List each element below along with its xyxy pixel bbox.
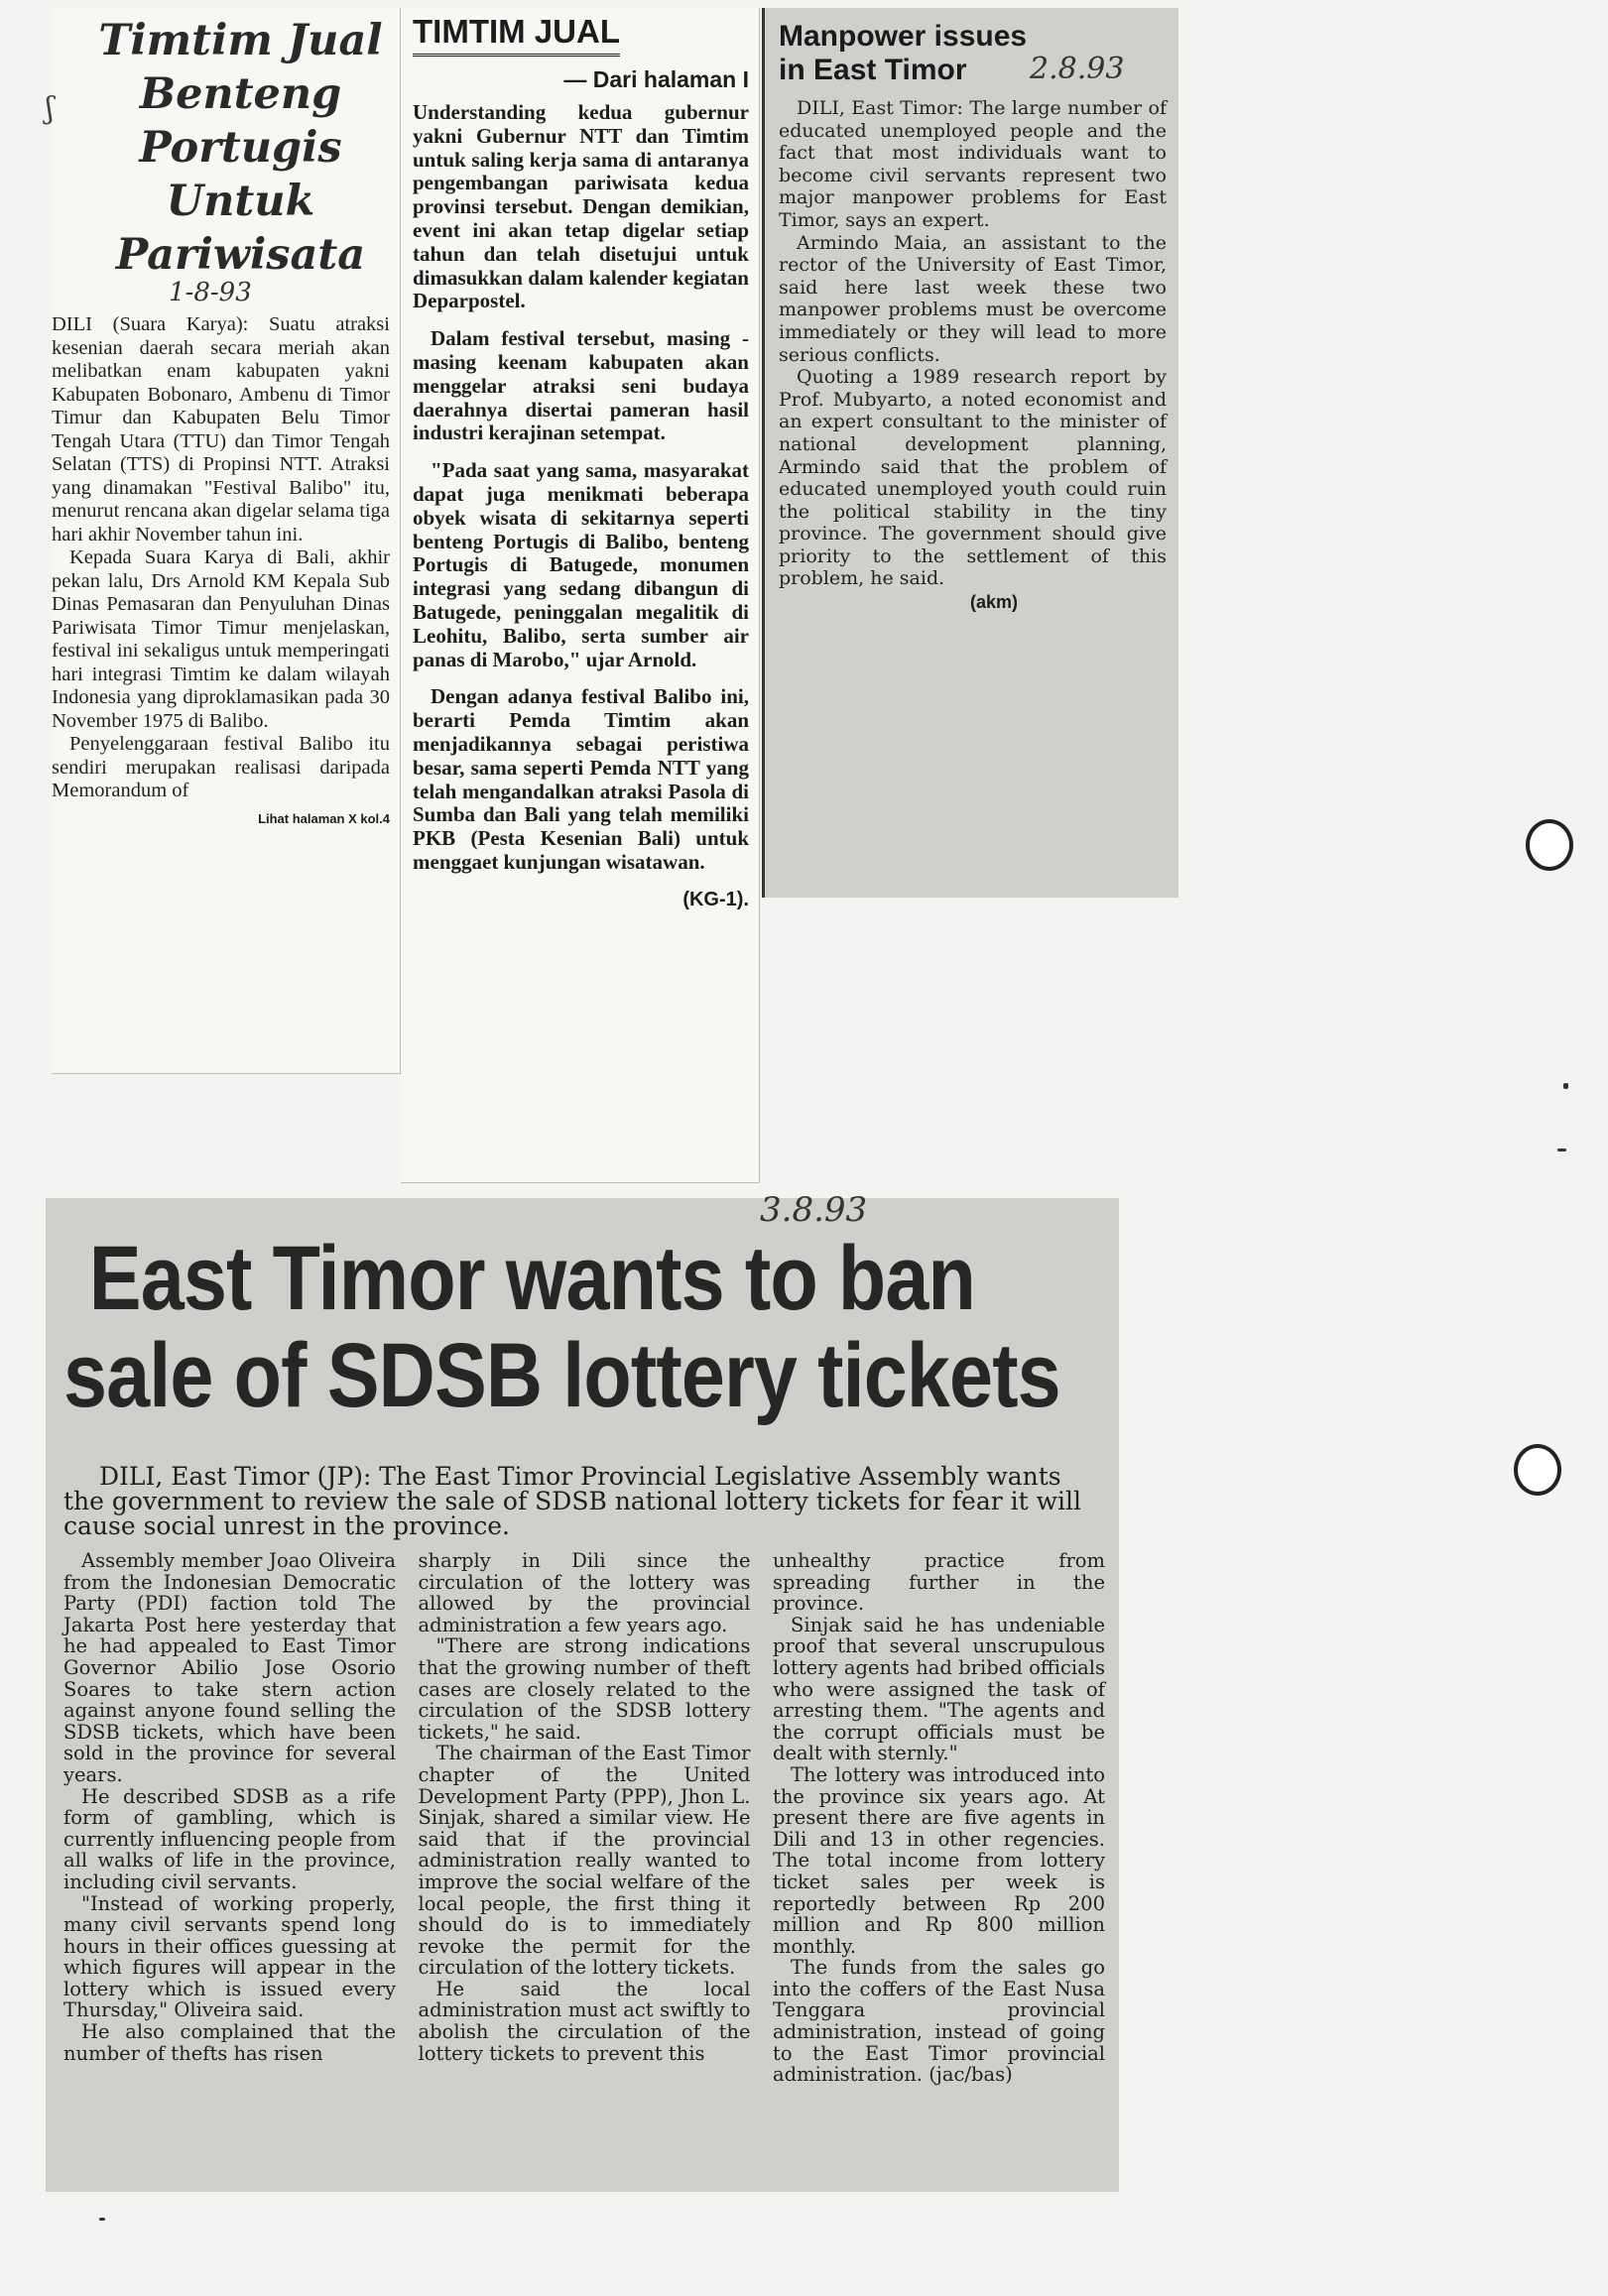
continuation-note: Lihat halaman X kol.4 [258,810,390,826]
paragraph: Armindo Maia, an assistant to the rector of the University of East Timor, said here last week these two manpower problems must be overcome immediately or they will lead to more serious conflicts. [779,231,1167,366]
headline-line: Portugis [139,123,342,173]
paragraph: Quoting a 1989 research report by Prof. Mubyarto, a noted economist and an expert consultant to the minister of national development planning, Armindo said that the problem of educated unemployed youth could ruin the political stability in the tiny province. The government should give priority to the settlement of this problem, he said. [779,366,1167,590]
credit: (akm) [969,592,1018,613]
headline-line: Benteng [139,69,342,119]
paragraph: Dalam festival tersebut, masing - masing keenam kabupaten akan menggelar atraksi seni budaya daerahnya disertai pameran hasil industri kerajinan setempat. [413,326,749,445]
article-columns [63,1550,1105,2086]
headline-line: East Timor wants to ban [88,1228,975,1329]
article-body [413,101,749,875]
lead-paragraph: DILI, East Timor (JP): The East Timor Provincial Legislative Assembly wants the government to review the sale of SDSB national lottery tickets for fear it will cause social unrest in the province. [63,1462,1082,1540]
clipping-manpower-issues [762,8,1178,898]
speck [99,2218,105,2221]
paragraph: "There are strong indications that the growing number of theft cases are closely related to the circulation of the SDSB lottery tickets," he said. [418,1634,751,1744]
headline-line: Untuk [166,177,315,226]
paragraph: Kepada Suara Karya di Bali, akhir pekan lalu, Drs Arnold KM Kepala Sub Dinas Pemasaran dan Penyuluhan Dinas Pariwisata Timor Timur menjelaskan, festival ini sekaligus untuk memperingati hari integrasi Timtim ke dalam wilayah Indonesia yang diproklamasikan pada 30 November 1975 di Balibo. [52,546,390,732]
paragraph: sharply in Dili since the circulation of the lottery was allowed by the provincial administration a few years ago. [418,1549,751,1636]
article-body [52,313,390,803]
handwritten-date: 2.8.93 [1030,52,1125,86]
credit: (KG-1). [682,888,749,910]
headline [63,1228,1060,1426]
paragraph: "Instead of working properly, many civil servants spend long hours in their offices guessing at which figures will appear in the lottery which is issued every Thursday," Oliveira said. [63,1891,396,2022]
column [773,1550,1105,2086]
headline-line: in East Timor [779,54,967,86]
paragraph: The lottery was introduced into the province six years ago. At present there are five agents in Dili and 13 in other regencies. The total income from lottery ticket sales per week is reportedly between Rp 200 million and Rp 800 million monthly. [773,1762,1105,1958]
subhead: — Dari halaman I [563,66,749,92]
binder-hole [1514,1444,1561,1496]
margin-mark: ʃ [46,91,55,126]
column [419,1550,751,2086]
paragraph: Penyelenggaraan festival Balibo itu sendiri merupakan realisasi daripada Memorandum of [52,733,390,801]
paragraph: He described SDSB as a rife form of gambling, which is currently influencing people from all walks of life in the province, including civil servants. [63,1784,396,1893]
headline [52,14,390,282]
clipping-timtim-jual-continued [401,8,760,1183]
paragraph: The chairman of the East Timor chapter of the United Development Party (PPP), Jhon L. Sinjak, shared a similar view. He said that if the provincial administration really wanted to improve the social welfare of the local people, the first thing it should do is to immediately revoke the permit for the circulation of the lottery tickets. [418,1742,751,1980]
paragraph: He also complained that the number of thefts has risen [63,2020,396,2065]
paragraph: DILI (Suara Karya): Suatu atraksi kesenian daerah secara meriah akan melibatkan enam kabupaten yakni Kabupaten Bobonaro, Ambenu di Timor Timur dan Kabupaten Belu Timor Tengah Utara (TTU) dan Timor Tengah Selatan (TTS) di Propinsi NTT. Atraksi yang dinamakan "Festival Balibo" itu, menurut rencana akan digelar selama tiga hari akhir November tahun ini. [52,313,390,545]
headline-line: Manpower issues [779,20,1028,53]
paragraph: unhealthy practice from spreading further in the province. [773,1549,1105,1616]
handwritten-date: 3.8.93 [760,1190,868,1230]
speck [1557,1148,1566,1151]
paragraph: Sinjak said he has undeniable proof that several unscrupulous lottery agents had bribed officials who were assigned the task of arresting them. "The agents and the corrupt officials must be dealt with sternly." [773,1613,1105,1765]
article-body [779,97,1167,590]
paragraph: "Pada saat yang sama, masyarakat dapat juga menikmati beberapa obyek wisata di sekitarnya seperti benteng Portugis di Balibo, benteng Portugis di Batugede, monumen integrasi yang sedang dibangun di Batugede, peninggalan megalitik di Leohitu, Balibo, serta sumber air panas di Marobo," ujar Arnold. [413,458,749,671]
clipping-timtim-jual [52,8,401,1074]
clipping-sdsb-lottery [46,1198,1119,2192]
paragraph: Understanding kedua gubernur yakni Gubernur NTT dan Timtim untuk saling kerja sama di antaranya pengembangan pariwisata kedua provinsi tersebut. Dengan demikian, event ini akan tetap digelar setiap tahun dan telah disetujui untuk dimasukkan dalam kalender kegiatan Deparpostel. [413,100,749,313]
headline-line: Timtim Jual [98,16,383,65]
speck [1563,1083,1568,1089]
binder-hole [1526,819,1573,871]
paragraph: He said the local administration must act swiftly to abolish the circulation of the lottery tickets to prevent this [418,1977,751,2065]
paragraph: Assembly member Joao Oliveira from the Indonesian Democratic Party (PDI) faction told The Jakarta Post here yesterday that he had appealed to East Timor Governor Abilio Jose Osorio Soares to take stern action against anyone found selling the SDSB tickets, which have been sold in the province for several years. [63,1549,396,1786]
paragraph: The funds from the sales go into the coffers of the East Nusa Tenggara provincial administration, instead of going to the East Timor provincial administration. (jac/bas) [773,1956,1105,2087]
headline: TIMTIM JUAL [413,12,620,57]
paragraph: DILI, East Timor: The large number of educated unemployed people and the fact that most individuals want to become civil servants represent two major manpower problems for East Timor, says an expert. [779,97,1167,231]
headline-line: Pariwisata [115,230,366,280]
headline-line: sale of SDSB lottery tickets [63,1325,1060,1426]
paragraph: Dengan adanya festival Balibo ini, berarti Pemda Timtim akan menjadikannya sebagai peristiwa besar, sama seperti Pemda NTT yang telah mengandalkan atraksi Pasola di Sumba dan Bali yang telah memiliki PKB (Pesta Kesenian Bali) untuk menggaet kunjungan wisatawan. [413,684,749,874]
handwritten-date: 1-8-93 [169,278,252,307]
column [63,1550,396,2086]
